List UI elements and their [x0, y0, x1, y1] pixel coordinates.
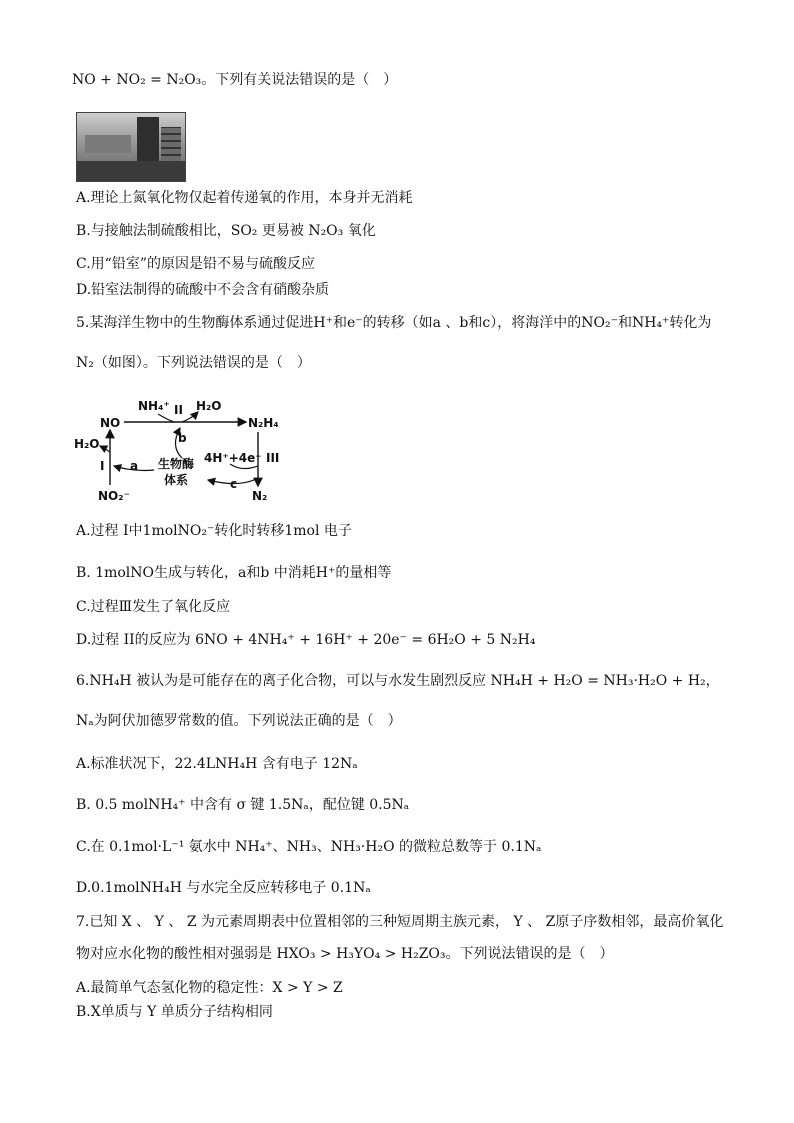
diagram-label-enzyme-1: 生物酶 — [158, 457, 195, 471]
question-7-stem-2: 物对应水化物的酸性相对强弱是 HXO₃ > H₃YO₄ > H₂ZO₃。下列说法错误的是（ ） — [76, 946, 614, 962]
q6-option-a: A.标准状况下，22.4LNH₄H 含有电子 12Nₐ — [76, 756, 358, 772]
question-5-stem-2: N₂（如图）。下列说法错误的是（ ） — [76, 355, 311, 371]
q6-option-b: B. 0.5 molNH₄⁺ 中含有 σ 键 1.5Nₐ，配位键 0.5Nₐ — [76, 797, 410, 813]
q5-option-d: D.过程 II的反应为 6NO + 4NH₄⁺ + 16H⁺ + 20e⁻ = 6H₂O + 5 N₂H₄ — [76, 632, 536, 648]
q6-option-c: C.在 0.1mol·L⁻¹ 氨水中 NH₄⁺、NH₃、NH₃·H₂O 的微粒总数等于 0.1Nₐ — [76, 839, 542, 855]
question-5-stem: 5.某海洋生物中的生物酶体系通过促进H⁺和e⁻的转移（如a 、b和c），将海洋中的NO₂⁻和NH₄⁺转化为 — [76, 315, 712, 331]
q6-option-d: D.0.1molNH₄H 与水完全反应转移电子 0.1Nₐ — [76, 880, 371, 896]
q5-option-b: B. 1molNO生成与转化，a和b 中消耗H⁺的量相等 — [76, 565, 392, 581]
diagram-label-a: a — [130, 459, 139, 473]
question-7-stem: 7.已知 X 、 Y 、 Z 为元素周期表中位置相邻的三种短周期主族元素， Y 、 Z原子序数相邻，最高价氧化 — [76, 914, 724, 930]
q4-option-b: B.与接触法制硫酸相比，SO₂ 更易被 N₂O₃ 氧化 — [76, 223, 376, 239]
diagram-label-4h-4e: 4H⁺+4e⁻ — [204, 451, 262, 465]
question-6-stem: 6.NH₄H 被认为是可能存在的离子化合物，可以与水发生剧烈反应 NH₄H + H₂O = NH₃·H₂O + H₂， — [76, 673, 720, 689]
q4-option-a: A.理论上氮氧化物仅起着传递氧的作用，本身并无消耗 — [76, 190, 413, 206]
diagram-label-i: I — [100, 459, 105, 473]
q7-option-b: B.X单质与 Y 单质分子结构相同 — [76, 1004, 273, 1020]
diagram-label-n2h4: N₂H₄ — [248, 416, 279, 430]
question-6-stem-2: Nₐ为阿伏加德罗常数的值。下列说法正确的是（ ） — [76, 713, 402, 729]
question-4-stem-end: NO + NO₂ = N₂O₃。下列有关说法错误的是（ ） — [72, 72, 398, 88]
diagram-label-n2: N₂ — [252, 489, 268, 503]
diagram-label-h2o-left: H₂O — [74, 437, 100, 451]
diagram-label-ii: II — [174, 403, 183, 417]
lead-chamber-photo — [76, 112, 186, 182]
diagram-label-c: c — [230, 477, 238, 491]
diagram-label-h2o-top: H₂O — [196, 399, 222, 413]
enzyme-pathway-diagram — [70, 390, 300, 510]
diagram-label-no: NO — [100, 416, 121, 430]
q5-option-a: A.过程 I中1molNO₂⁻转化时转移1mol 电子 — [76, 523, 352, 539]
diagram-label-b: b — [178, 431, 187, 445]
q5-option-c: C.过程Ⅲ发生了氧化反应 — [76, 599, 231, 615]
diagram-label-no2: NO₂⁻ — [98, 489, 130, 503]
q4-option-d: D.铅室法制得的硫酸中不会含有硝酸杂质 — [76, 282, 330, 298]
q4-option-c: C.用“铅室”的原因是铅不易与硫酸反应 — [76, 256, 315, 272]
diagram-label-iii: III — [266, 451, 280, 465]
diagram-label-nh4: NH₄⁺ — [138, 399, 170, 413]
diagram-label-enzyme-2: 体系 — [164, 473, 189, 487]
q7-option-a: A.最简单气态氢化物的稳定性：X > Y > Z — [76, 980, 343, 996]
